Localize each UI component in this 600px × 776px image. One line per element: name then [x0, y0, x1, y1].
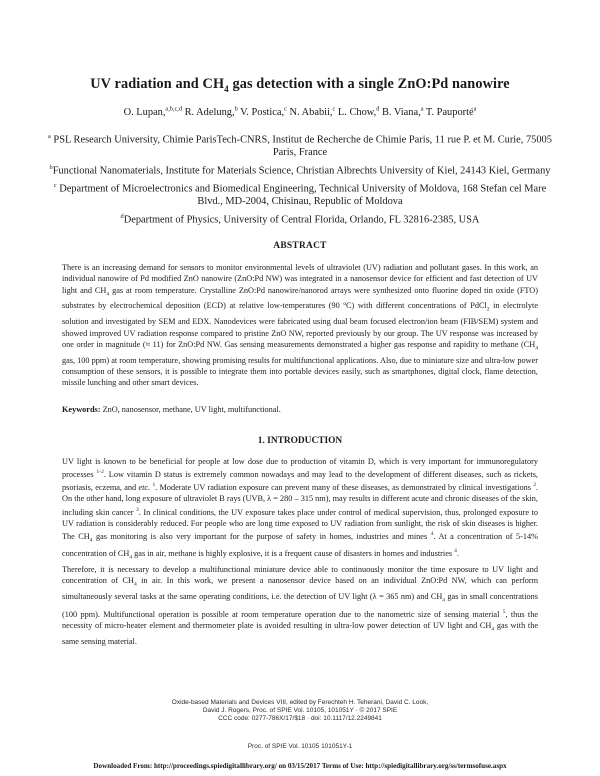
keywords-text: ZnO, nanosensor, methane, UV light, multifunctional. — [100, 405, 281, 414]
author-list — [40, 106, 560, 118]
text-run: . In clinical conditions, the UV exposure takes place under control of medical supervision, thus, prolonged exposure to UV radiation is considerably reduced. For people who are long time exposed to UV radiation from sunlight, the risk of skin diseases is higher. The CH — [62, 507, 538, 541]
author: R. Adelung,$^b$ — [182, 106, 238, 119]
text-run: 1-2 — [96, 469, 104, 476]
text-run: 5 — [502, 609, 506, 616]
text-run: UV light is known to be beneficial for people at low dose due to production of vitamin D, which is very important for immunoregulatory processes — [62, 457, 538, 479]
title-subscript: 4 — [224, 83, 229, 94]
text-run: in air. In this work, we present a nanosensor device based on an individual ZnO:Pd NW, which can perform simultaneously several tasks at the same operating conditions, i.e. the detection of UV light (λ = 365 nm) and CH — [62, 576, 538, 602]
introduction-body — [62, 456, 538, 647]
body-paragraph — [62, 456, 538, 564]
text-run: , thus the necessity of micro-heater element and thermometer plate is avoided resulting in ultra-low power detection of UV light and CH — [62, 609, 538, 631]
text-run: gas in small concentrations (100 ppm). Multifunctional operation is possible at room temperature operation due to the nanometric size of sensing material — [62, 592, 538, 619]
body-paragraph — [62, 564, 538, 647]
abstract-body: There is an increasing demand for sensors to monitor environmental levels of ultraviolet (UV) radiation and pollutant gases. In this work, an individual nanowire of Pd modified ZnO nanowire (ZnO:Pd NW) was integrated in a nanosensor device for efficient and fast detection of UV light and $CH_4$ gas at room temperature. Crystalline ZnO:Pd nanowire/nanorod arrays were synthesized onto fluorine doped tin oxide (FTO) substrates by electrochemical deposition (ECD) at relative low-temperatures (90 ºC) with different concentrations of PdCl$_2$ in electrolyte solution and investigated by SEM and EDX. Nanodevices were fabricated using dual beam focused electron/ion beam (FIB/SEM) system and showed improved UV radiation response compared to pristine ZnO NW, reported previously by our group. The UV response was increased by one order in magnitude (≈ 11) for ZnO:Pd NW. Gas sensing measurements demonstrated a higher gas response and rapidity to methane ($CH_4$ gas, 100 ppm) at room temperature, showing promising results for multifunctional applications. Also, due to miniature size and ultra-low power consumption of these sensors, it is possible to integrate them into portable devices easily, such as smartphones, digital clock, flame detection, missile lunching and other smart devices. — [62, 263, 538, 388]
author: T. Pauporté$^a$ — [423, 106, 477, 119]
page-number: Proc. of SPIE Vol. 10105 101051Y-1 — [247, 743, 353, 750]
citation-line: CCC code: 0277-786X/17/$18 · doi: 10.1117/12.2249841 — [218, 715, 382, 723]
text-run: Therefore, it is necessary to develop a multifunctional miniature device able to continuously monitor the time exposure to UV light and concentration of CH — [62, 565, 538, 586]
affiliation: $^d$Department of Physics, University of Central Florida, Orlando, FL 32816-2385, USA — [120, 212, 480, 226]
text-run: 4 — [89, 537, 93, 544]
affiliation-list — [40, 131, 560, 229]
title-text-end: gas detection with a single ZnO:Pd nanowire — [228, 76, 510, 92]
text-run: gas monitoring is also very important for the purpose of safety in homes, industries and mines — [92, 531, 431, 541]
text-run: gas in air, methane is highly explosive, it is a frequent cause of disasters in homes and industries — [132, 549, 455, 559]
citation-line: David J. Rogers, Proc. of SPIE Vol. 10105, 101051Y · © 2017 SPIE — [202, 707, 398, 715]
citation-line: Oxide-based Materials and Devices VIII, edited by Ferechteh H. Teherani, David C. Look, — [171, 699, 429, 706]
section-heading-introduction: 1. INTRODUCTION — [257, 436, 343, 446]
text-run: 4 — [454, 548, 457, 555]
paper-title — [40, 76, 560, 94]
author: V. Postica,$^c$ — [237, 106, 287, 119]
text-run: 3 — [136, 506, 139, 513]
text-run: 4 — [491, 626, 495, 633]
text-run: 2 — [533, 482, 536, 489]
text-run: 1 — [152, 482, 156, 489]
author: N. Ababii,$^c$ — [286, 106, 336, 119]
download-notice: Downloaded From: http://proceedings.spiedigitallibrary.org/ on 03/15/2017 Terms of Use: http://spiedigitallibrary.org/ss/termsofuse.aspx — [93, 762, 507, 770]
text-run: . Low vitamin D status is extremely common nowadays and may lead to the development of different diseases, such as rickets, psoriasis, eczema, and — [62, 470, 538, 492]
text-run: 4 — [129, 554, 133, 561]
text-run: gas with the same sensing material. — [62, 621, 538, 646]
text-run: . — [456, 549, 459, 559]
affiliation: $^b$Functional Nanomaterials, Institute for Materials Science, Christian Albrechts University of Kiel, 24143 Kiel, Germany — [49, 163, 551, 177]
author: B. Viana,$^a$ — [379, 106, 424, 119]
text-run: . Moderate UV radiation exposure can prevent many of these diseases, as demonstrated by clinical investigations — [155, 483, 534, 492]
keywords-label: Keywords: — [62, 405, 101, 414]
author: L. Chow,$^d$ — [335, 106, 380, 119]
text-run: . On the other hand, long exposure of ultraviolet B rays (UVB, λ = 280 – 315 nm), may results in different acute and chronic diseases of the skin, including skin cancer — [62, 483, 539, 517]
abstract-heading: ABSTRACT — [273, 241, 327, 251]
text-run: . At a concentration of 5-14% concentration of CH — [62, 531, 538, 559]
text-run: etc. — [138, 483, 151, 492]
title-text: UV radiation and CH — [90, 76, 225, 92]
text-run: 4 — [442, 597, 446, 604]
author: O. Lupan,$^{a,b,c,d}$ — [123, 106, 183, 119]
affiliation: $^a$ PSL Research University, Chimie ParisTech-CNRS, Institut de Recherche de Chimie Paris, 11 rue P. et M. Curie, 75005 Paris, France — [48, 133, 552, 158]
citation-block — [0, 699, 600, 724]
text-run: 4 — [134, 581, 137, 588]
keywords — [62, 405, 538, 414]
affiliation: $^c$ Department of Microelectronics and Biomedical Engineering, Technical University of Moldova, 168 Stefan cel Mare Blvd., MD-2004, Chisinau, Republic of Moldova — [53, 182, 547, 208]
text-run: 4 — [430, 530, 434, 537]
